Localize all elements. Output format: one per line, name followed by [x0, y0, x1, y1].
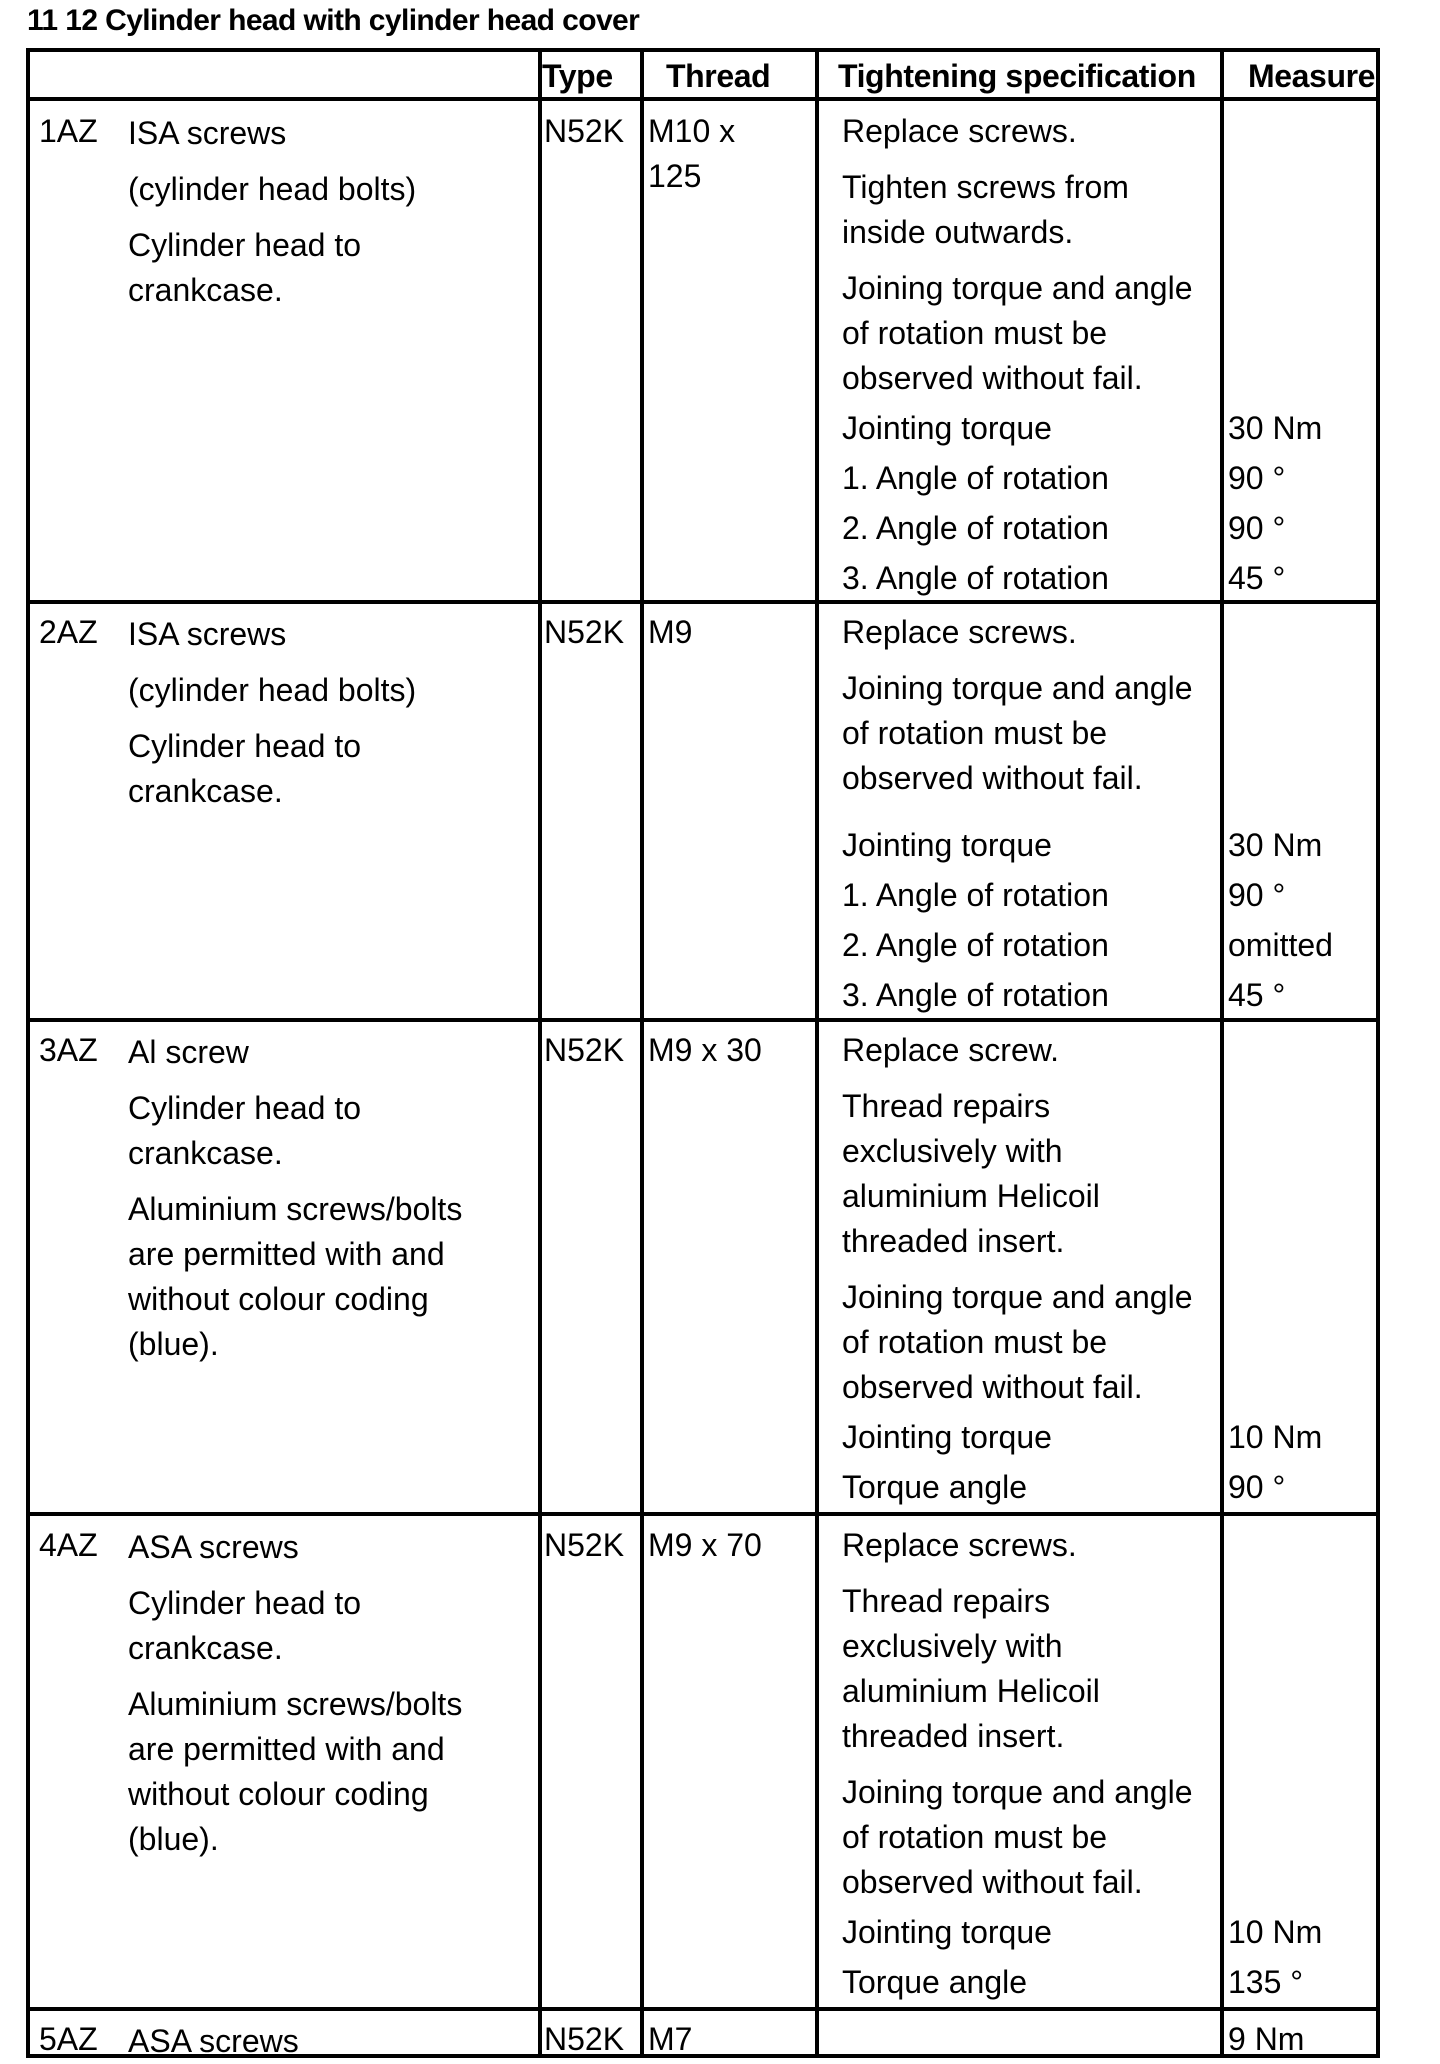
row-spec-line: aluminium Helicoil [842, 1673, 1100, 1709]
row-description-line: ISA screws [128, 115, 287, 151]
page-title: 11 12 Cylinder head with cylinder head cover [27, 4, 640, 37]
torque-spec-table [26, 48, 1380, 2058]
row-thread-line: 125 [648, 158, 702, 194]
row-measure-value: 90 ° [1228, 877, 1286, 913]
row-spec-line: observed without fail. [842, 760, 1143, 796]
row-id: 2AZ [39, 614, 98, 650]
row-description-line: without colour coding [128, 1281, 429, 1317]
header-thread: Thread [666, 58, 771, 94]
row-description-line: ISA screws [128, 616, 287, 652]
row-spec-line: aluminium Helicoil [842, 1178, 1100, 1214]
row-spec-line: exclusively with [842, 1628, 1063, 1664]
row-spec-line: 2. Angle of rotation [842, 927, 1109, 963]
row-measure-value: 10 Nm [1228, 1914, 1323, 1950]
row-id: 3AZ [39, 1032, 98, 1068]
col-divider-type [538, 52, 542, 2054]
row-thread-line: M10 x [648, 113, 736, 149]
row-description-line: Cylinder head to [128, 227, 362, 263]
row-spec-line: 3. Angle of rotation [842, 977, 1109, 1013]
row-measure-value: 10 Nm [1228, 1419, 1323, 1455]
row-divider [30, 2007, 1376, 2011]
row-id: 5AZ [39, 2021, 98, 2057]
header-divider [30, 97, 1376, 101]
row-measure-value: 45 ° [1228, 560, 1286, 596]
row-spec-line: observed without fail. [842, 1369, 1143, 1405]
row-spec-line: Jointing torque [842, 827, 1052, 863]
row-description-line: (blue). [128, 1326, 219, 1362]
row-spec-line: 3. Angle of rotation [842, 560, 1109, 596]
row-description-line: Al screw [128, 1034, 249, 1070]
row-description-line: crankcase. [128, 773, 283, 809]
row-measure-value: 90 ° [1228, 460, 1286, 496]
row-spec-line: Replace screw. [842, 1032, 1059, 1068]
row-spec-line: of rotation must be [842, 715, 1108, 751]
row-spec-line: inside outwards. [842, 214, 1074, 250]
header-type: Type [542, 58, 613, 94]
row-spec-line: of rotation must be [842, 1819, 1108, 1855]
row-spec-line: Joining torque and angle [842, 1279, 1193, 1315]
row-spec-line: Jointing torque [842, 1914, 1052, 1950]
col-divider-spec [815, 52, 819, 2054]
row-measure-value: 30 Nm [1228, 827, 1323, 863]
row-measure-value: 45 ° [1228, 977, 1286, 1013]
row-measure-value: 90 ° [1228, 1469, 1286, 1505]
row-spec-line: Jointing torque [842, 1419, 1052, 1455]
row-thread-line: M9 x 30 [648, 1032, 762, 1068]
row-measure-value: 30 Nm [1228, 410, 1323, 446]
row-spec-line: observed without fail. [842, 360, 1143, 396]
row-spec-line: observed without fail. [842, 1864, 1143, 1900]
row-measure-value: 9 Nm [1228, 2021, 1305, 2057]
row-spec-line: Replace screws. [842, 614, 1077, 650]
row-spec-line: of rotation must be [842, 315, 1108, 351]
row-spec-line: Replace screws. [842, 1527, 1077, 1563]
row-divider [30, 600, 1376, 604]
row-spec-line: Torque angle [842, 1469, 1028, 1505]
row-description-line: ASA screws [128, 1529, 299, 1565]
row-id: 4AZ [39, 1527, 98, 1563]
row-divider [30, 1512, 1376, 1516]
row-thread-line: M9 [648, 614, 693, 650]
row-description-line: Cylinder head to [128, 1090, 362, 1126]
row-spec-line: threaded insert. [842, 1718, 1065, 1754]
col-divider-thread [640, 52, 644, 2054]
row-spec-line: Joining torque and angle [842, 670, 1193, 706]
row-spec-line: Joining torque and angle [842, 1774, 1193, 1810]
col-divider-measure [1220, 52, 1224, 2054]
row-description-line: crankcase. [128, 1630, 283, 1666]
row-description-line: Aluminium screws/bolts [128, 1191, 463, 1227]
row-type: N52K [544, 113, 625, 149]
row-measure-value: 135 ° [1228, 1964, 1304, 2000]
row-description-line: are permitted with and [128, 1236, 445, 1272]
row-description-line: (cylinder head bolts) [128, 672, 417, 708]
row-thread-line: M9 x 70 [648, 1527, 762, 1563]
row-type: N52K [544, 1527, 625, 1563]
row-spec-line: 2. Angle of rotation [842, 510, 1109, 546]
row-measure-value: 90 ° [1228, 510, 1286, 546]
row-spec-line: Replace screws. [842, 113, 1077, 149]
header-spec: Tightening specification [838, 58, 1196, 94]
row-type: N52K [544, 614, 625, 650]
row-measure-value: omitted [1228, 927, 1333, 963]
row-spec-line: of rotation must be [842, 1324, 1108, 1360]
row-spec-line: Thread repairs [842, 1088, 1051, 1124]
row-spec-line: 1. Angle of rotation [842, 877, 1109, 913]
row-description-line: (cylinder head bolts) [128, 171, 417, 207]
row-type: N52K [544, 2021, 625, 2057]
row-spec-line: Thread repairs [842, 1583, 1051, 1619]
row-description-line: crankcase. [128, 1135, 283, 1171]
row-description-line: without colour coding [128, 1776, 429, 1812]
row-description-line: Cylinder head to [128, 1585, 362, 1621]
row-spec-line: Joining torque and angle [842, 270, 1193, 306]
row-description-line: Aluminium screws/bolts [128, 1686, 463, 1722]
row-spec-line: 1. Angle of rotation [842, 460, 1109, 496]
header-measure: Measure [1248, 58, 1376, 94]
row-id: 1AZ [39, 113, 98, 149]
row-description-line: crankcase. [128, 272, 283, 308]
row-spec-line: Torque angle [842, 1964, 1028, 2000]
row-thread-line: M7 [648, 2021, 693, 2057]
row-spec-line: Jointing torque [842, 410, 1052, 446]
row-description-line: (blue). [128, 1821, 219, 1857]
row-description-line: ASA screws [128, 2023, 299, 2059]
row-type: N52K [544, 1032, 625, 1068]
row-spec-line: Tighten screws from [842, 169, 1129, 205]
row-description-line: are permitted with and [128, 1731, 445, 1767]
row-spec-line: exclusively with [842, 1133, 1063, 1169]
row-divider [30, 1018, 1376, 1022]
row-description-line: Cylinder head to [128, 728, 362, 764]
row-spec-line: threaded insert. [842, 1223, 1065, 1259]
